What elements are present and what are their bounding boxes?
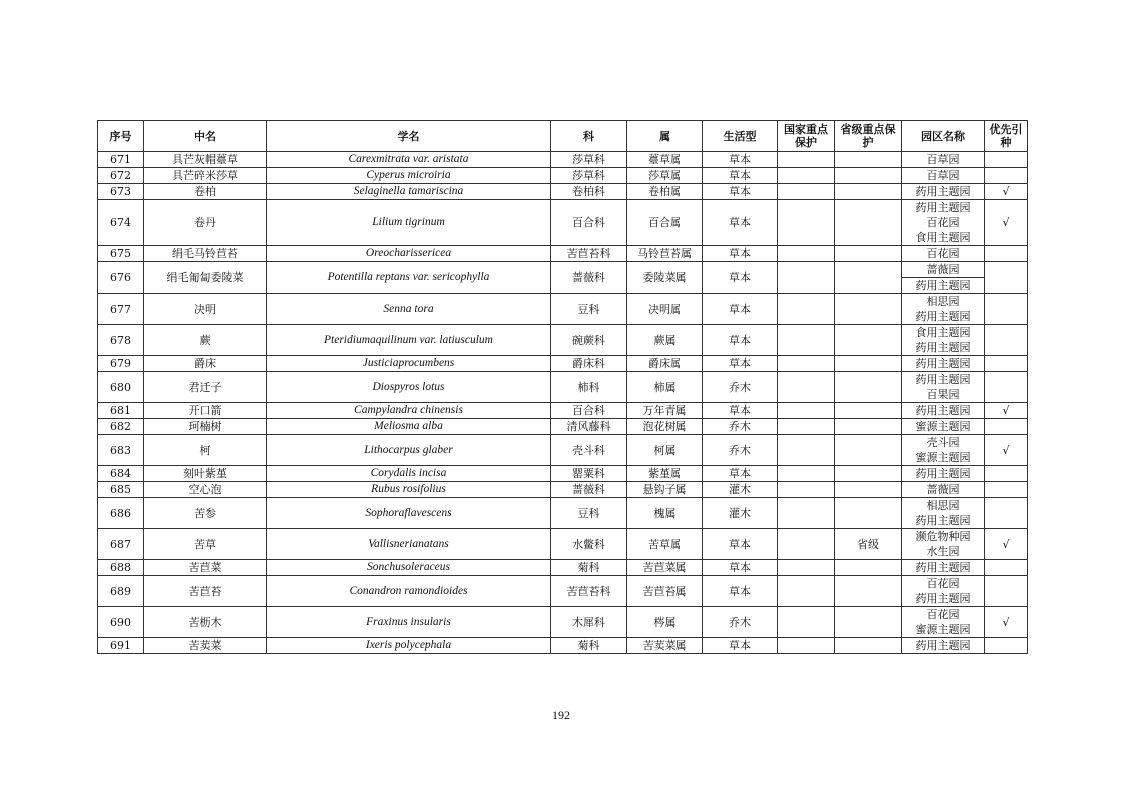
- table-row: [98, 152, 1028, 168]
- garden-name: 药用主题园: [915, 201, 971, 214]
- garden-name: 药用主题园: [915, 357, 971, 370]
- cell-cn-name: 具芒灰帽薹草: [144, 152, 267, 168]
- table-body: [98, 152, 1028, 654]
- cell-life-form: 草本: [703, 529, 778, 560]
- cell-priority: [985, 372, 1028, 403]
- cell-genus: 薹草属: [627, 152, 703, 168]
- cell-provincial-protection: [835, 356, 902, 372]
- cell-life-form: 草本: [703, 168, 778, 184]
- cell-sci-name: Senna tora: [267, 294, 551, 325]
- cell-life-form: 灌木: [703, 498, 778, 529]
- table-row: [98, 498, 1028, 529]
- cell-family: 苦苣苔科: [551, 246, 627, 262]
- cell-cn-name: 珂楠树: [144, 419, 267, 435]
- cell-sci-name: Campylandra chinensis: [267, 403, 551, 419]
- cell-national-protection: [778, 560, 835, 576]
- garden-name: 药用主题园: [915, 467, 971, 480]
- cell-genus: 百合属: [627, 200, 703, 246]
- cell-sci-name: Corydalis incisa: [267, 466, 551, 482]
- garden-name: 濒危物种园: [915, 530, 971, 543]
- garden-name: 百草园: [926, 153, 960, 166]
- garden-name: 蜜源主题园: [915, 623, 971, 636]
- cell-seq: 677: [98, 294, 144, 325]
- cell-provincial-protection: [835, 576, 902, 607]
- cell-seq: 678: [98, 325, 144, 356]
- cell-cn-name: 刻叶紫堇: [144, 466, 267, 482]
- cell-family: 柿科: [551, 372, 627, 403]
- cell-sci-name: Meliosma alba: [267, 419, 551, 435]
- cell-genus: 柿属: [627, 372, 703, 403]
- cell-provincial-protection: [835, 200, 902, 246]
- cell-life-form: 草本: [703, 184, 778, 200]
- table-header-row: [98, 121, 1028, 152]
- cell-national-protection: [778, 325, 835, 356]
- cell-family: 蔷薇科: [551, 482, 627, 498]
- cell-seq: 682: [98, 419, 144, 435]
- cell-sci-name: Oreocharissericea: [267, 246, 551, 262]
- cell-seq: 685: [98, 482, 144, 498]
- cell-garden: [902, 184, 985, 200]
- cell-national-protection: [778, 200, 835, 246]
- cell-sci-name: Diospyros lotus: [267, 372, 551, 403]
- cell-sci-name: Sophoraflavescens: [267, 498, 551, 529]
- table-row: [98, 262, 1028, 278]
- cell-garden: [902, 403, 985, 419]
- cell-family: 爵床科: [551, 356, 627, 372]
- cell-genus: 蕨属: [627, 325, 703, 356]
- cell-seq: 671: [98, 152, 144, 168]
- table-row: [98, 576, 1028, 607]
- garden-name: 药用主题园: [915, 639, 971, 652]
- cell-cn-name: 卷丹: [144, 200, 267, 246]
- cell-cn-name: 苦草: [144, 529, 267, 560]
- garden-name: 药用主题园: [915, 310, 971, 323]
- cell-national-protection: [778, 168, 835, 184]
- cell-family: 豆科: [551, 498, 627, 529]
- cell-provincial-protection: [835, 435, 902, 466]
- cell-national-protection: [778, 529, 835, 560]
- cell-provincial-protection: [835, 262, 902, 294]
- header-genus: 属: [627, 121, 703, 152]
- garden-name: 百果园: [926, 388, 960, 401]
- garden-name: 药用主题园: [915, 185, 971, 198]
- header-family: 科: [551, 121, 627, 152]
- cell-provincial-protection: [835, 152, 902, 168]
- cell-national-protection: [778, 356, 835, 372]
- table-row: [98, 529, 1028, 560]
- cell-provincial-protection: [835, 168, 902, 184]
- cell-genus: 马铃苣苔属: [627, 246, 703, 262]
- cell-sci-name: Fraxinus insularis: [267, 607, 551, 638]
- cell-garden: [902, 498, 985, 529]
- species-table: [97, 120, 1028, 654]
- cell-garden: [902, 372, 985, 403]
- cell-life-form: 草本: [703, 294, 778, 325]
- cell-provincial-protection: [835, 560, 902, 576]
- cell-seq: 687: [98, 529, 144, 560]
- cell-provincial-protection: [835, 294, 902, 325]
- cell-garden: [902, 560, 985, 576]
- garden-name: 食用主题园: [915, 231, 971, 244]
- cell-national-protection: [778, 294, 835, 325]
- table-row: [98, 638, 1028, 654]
- cell-life-form: 草本: [703, 560, 778, 576]
- cell-priority: [985, 466, 1028, 482]
- table-row: [98, 168, 1028, 184]
- table-row: [98, 607, 1028, 638]
- cell-genus: 苦苣苔属: [627, 576, 703, 607]
- cell-life-form: 草本: [703, 356, 778, 372]
- cell-genus: 梣属: [627, 607, 703, 638]
- cell-provincial-protection: [835, 372, 902, 403]
- cell-family: 罂粟科: [551, 466, 627, 482]
- header-priority: 优先引种: [985, 121, 1028, 152]
- cell-garden: [902, 294, 985, 325]
- page-number: 192: [552, 708, 570, 722]
- cell-sci-name: Sonchusoleraceus: [267, 560, 551, 576]
- cell-garden: [902, 168, 985, 184]
- species-table-container: [97, 120, 1027, 654]
- cell-cn-name: 苦苣菜: [144, 560, 267, 576]
- cell-priority: √: [985, 607, 1028, 638]
- header-cn-name: 中名: [144, 121, 267, 152]
- cell-provincial-protection: 省级: [835, 529, 902, 560]
- table-row: [98, 435, 1028, 466]
- header-sci-name: 学名: [267, 121, 551, 152]
- garden-name: 百花园: [926, 608, 960, 621]
- table-row: [98, 200, 1028, 246]
- cell-family: 百合科: [551, 403, 627, 419]
- cell-sci-name: Conandron ramondioides: [267, 576, 551, 607]
- cell-sci-name: Cyperus microiria: [267, 168, 551, 184]
- cell-life-form: 草本: [703, 466, 778, 482]
- cell-life-form: 乔木: [703, 419, 778, 435]
- cell-seq: 686: [98, 498, 144, 529]
- cell-seq: 690: [98, 607, 144, 638]
- cell-genus: 紫堇属: [627, 466, 703, 482]
- cell-garden: 药用主题园: [902, 278, 985, 294]
- header-seq: 序号: [98, 121, 144, 152]
- cell-cn-name: 苦苣苔: [144, 576, 267, 607]
- cell-sci-name: Potentilla reptans var. sericophylla: [267, 262, 551, 294]
- cell-national-protection: [778, 638, 835, 654]
- cell-life-form: 草本: [703, 246, 778, 262]
- table-row: [98, 294, 1028, 325]
- cell-garden: [902, 246, 985, 262]
- cell-genus: 苦草属: [627, 529, 703, 560]
- cell-sci-name: Rubus rosifolius: [267, 482, 551, 498]
- cell-provincial-protection: [835, 638, 902, 654]
- cell-national-protection: [778, 403, 835, 419]
- cell-life-form: 草本: [703, 576, 778, 607]
- cell-cn-name: 苦参: [144, 498, 267, 529]
- cell-life-form: 草本: [703, 262, 778, 294]
- cell-sci-name: Vallisnerianatans: [267, 529, 551, 560]
- cell-family: 百合科: [551, 200, 627, 246]
- cell-family: 莎草科: [551, 168, 627, 184]
- cell-cn-name: 绢毛匍匐委陵菜: [144, 262, 267, 294]
- garden-name: 百花园: [926, 577, 960, 590]
- cell-national-protection: [778, 372, 835, 403]
- cell-national-protection: [778, 419, 835, 435]
- cell-seq: 674: [98, 200, 144, 246]
- cell-life-form: 草本: [703, 638, 778, 654]
- table-row: [98, 419, 1028, 435]
- cell-national-protection: [778, 262, 835, 294]
- cell-provincial-protection: [835, 184, 902, 200]
- header-national-protection: 国家重点保护: [778, 121, 835, 152]
- cell-family: 水鳖科: [551, 529, 627, 560]
- cell-cn-name: 决明: [144, 294, 267, 325]
- cell-cn-name: 具芒碎米莎草: [144, 168, 267, 184]
- cell-genus: 爵床属: [627, 356, 703, 372]
- header-provincial-protection: 省级重点保护: [835, 121, 902, 152]
- cell-priority: √: [985, 435, 1028, 466]
- cell-cn-name: 蕨: [144, 325, 267, 356]
- cell-seq: 673: [98, 184, 144, 200]
- cell-garden: [902, 419, 985, 435]
- table-row: [98, 560, 1028, 576]
- cell-national-protection: [778, 466, 835, 482]
- cell-national-protection: [778, 246, 835, 262]
- cell-genus: 悬钩子属: [627, 482, 703, 498]
- garden-name: 药用主题园: [915, 561, 971, 574]
- garden-name: 药用主题园: [915, 404, 971, 417]
- cell-cn-name: 空心泡: [144, 482, 267, 498]
- cell-garden: [902, 466, 985, 482]
- cell-cn-name: 爵床: [144, 356, 267, 372]
- garden-name: 相思园: [926, 295, 960, 308]
- cell-sci-name: Pteridiumaquilinum var. latiusculum: [267, 325, 551, 356]
- cell-cn-name: 苦荬菜: [144, 638, 267, 654]
- cell-genus: 柯属: [627, 435, 703, 466]
- cell-national-protection: [778, 576, 835, 607]
- cell-family: 碗蕨科: [551, 325, 627, 356]
- cell-sci-name: Carexmitrata var. aristata: [267, 152, 551, 168]
- cell-seq: 688: [98, 560, 144, 576]
- cell-national-protection: [778, 607, 835, 638]
- cell-life-form: 草本: [703, 200, 778, 246]
- cell-sci-name: Selaginella tamariscina: [267, 184, 551, 200]
- cell-priority: [985, 294, 1028, 325]
- cell-genus: 万年青属: [627, 403, 703, 419]
- cell-garden: [902, 325, 985, 356]
- cell-national-protection: [778, 498, 835, 529]
- cell-priority: [985, 498, 1028, 529]
- cell-seq: 676: [98, 262, 144, 294]
- cell-priority: [985, 325, 1028, 356]
- table-row: [98, 325, 1028, 356]
- cell-cn-name: 开口箭: [144, 403, 267, 419]
- garden-name: 药用主题园: [915, 341, 971, 354]
- cell-genus: 苦荬菜属: [627, 638, 703, 654]
- cell-priority: [985, 482, 1028, 498]
- garden-name: 食用主题园: [915, 326, 971, 339]
- table-row: [98, 184, 1028, 200]
- cell-provincial-protection: [835, 325, 902, 356]
- table-row: [98, 482, 1028, 498]
- cell-garden: [902, 638, 985, 654]
- cell-sci-name: Lilium tigrinum: [267, 200, 551, 246]
- cell-cn-name: 绢毛马铃苣苔: [144, 246, 267, 262]
- cell-provincial-protection: [835, 498, 902, 529]
- cell-provincial-protection: [835, 466, 902, 482]
- cell-family: 清风藤科: [551, 419, 627, 435]
- table-row: [98, 246, 1028, 262]
- cell-priority: [985, 560, 1028, 576]
- cell-priority: √: [985, 184, 1028, 200]
- cell-provincial-protection: [835, 403, 902, 419]
- table-row: [98, 466, 1028, 482]
- cell-garden: [902, 152, 985, 168]
- garden-name: 蜜源主题园: [915, 451, 971, 464]
- cell-garden: 蔷薇园: [902, 262, 985, 278]
- cell-priority: [985, 356, 1028, 372]
- cell-seq: 684: [98, 466, 144, 482]
- cell-life-form: 草本: [703, 403, 778, 419]
- cell-priority: [985, 638, 1028, 654]
- garden-name: 百草园: [926, 169, 960, 182]
- cell-provincial-protection: [835, 482, 902, 498]
- garden-name: 蜜源主题园: [915, 420, 971, 433]
- cell-garden: [902, 576, 985, 607]
- cell-life-form: 乔木: [703, 372, 778, 403]
- cell-national-protection: [778, 152, 835, 168]
- cell-genus: 莎草属: [627, 168, 703, 184]
- cell-priority: [985, 152, 1028, 168]
- cell-seq: 681: [98, 403, 144, 419]
- cell-family: 苦苣苔科: [551, 576, 627, 607]
- cell-priority: [985, 262, 1028, 294]
- cell-priority: √: [985, 403, 1028, 419]
- cell-genus: 槐属: [627, 498, 703, 529]
- cell-priority: [985, 246, 1028, 262]
- cell-cn-name: 苦枥木: [144, 607, 267, 638]
- garden-name: 百花园: [926, 247, 960, 260]
- cell-national-protection: [778, 435, 835, 466]
- garden-name: 蔷薇园: [926, 483, 960, 496]
- cell-seq: 680: [98, 372, 144, 403]
- cell-provincial-protection: [835, 246, 902, 262]
- cell-life-form: 草本: [703, 152, 778, 168]
- cell-family: 菊科: [551, 560, 627, 576]
- cell-cn-name: 柯: [144, 435, 267, 466]
- cell-national-protection: [778, 184, 835, 200]
- cell-garden: [902, 200, 985, 246]
- cell-life-form: 草本: [703, 325, 778, 356]
- cell-genus: 决明属: [627, 294, 703, 325]
- cell-garden: [902, 529, 985, 560]
- cell-priority: [985, 168, 1028, 184]
- table-row: [98, 372, 1028, 403]
- header-garden: 园区名称: [902, 121, 985, 152]
- cell-family: 木犀科: [551, 607, 627, 638]
- cell-sci-name: Ixeris polycephala: [267, 638, 551, 654]
- cell-priority: [985, 576, 1028, 607]
- cell-seq: 679: [98, 356, 144, 372]
- cell-family: 莎草科: [551, 152, 627, 168]
- cell-garden: [902, 482, 985, 498]
- cell-provincial-protection: [835, 607, 902, 638]
- cell-genus: 泡花树属: [627, 419, 703, 435]
- cell-garden: [902, 435, 985, 466]
- cell-sci-name: Lithocarpus glaber: [267, 435, 551, 466]
- table-row: [98, 403, 1028, 419]
- cell-seq: 672: [98, 168, 144, 184]
- cell-cn-name: 卷柏: [144, 184, 267, 200]
- cell-family: 豆科: [551, 294, 627, 325]
- garden-name: 壳斗园: [926, 436, 960, 449]
- cell-life-form: 乔木: [703, 607, 778, 638]
- cell-seq: 689: [98, 576, 144, 607]
- cell-family: 壳斗科: [551, 435, 627, 466]
- cell-provincial-protection: [835, 419, 902, 435]
- cell-genus: 苦苣菜属: [627, 560, 703, 576]
- cell-genus: 委陵菜属: [627, 262, 703, 294]
- cell-seq: 683: [98, 435, 144, 466]
- cell-garden: [902, 607, 985, 638]
- cell-seq: 675: [98, 246, 144, 262]
- cell-priority: √: [985, 529, 1028, 560]
- garden-name: 相思园: [926, 499, 960, 512]
- garden-name: 药用主题园: [915, 592, 971, 605]
- garden-name: 百花园: [926, 216, 960, 229]
- cell-garden: [902, 356, 985, 372]
- cell-cn-name: 君迁子: [144, 372, 267, 403]
- header-life-form: 生活型: [703, 121, 778, 152]
- garden-name: 药用主题园: [915, 373, 971, 386]
- cell-priority: [985, 419, 1028, 435]
- garden-name: 药用主题园: [915, 514, 971, 527]
- cell-life-form: 灌木: [703, 482, 778, 498]
- table-row: [98, 356, 1028, 372]
- cell-seq: 691: [98, 638, 144, 654]
- cell-family: 卷柏科: [551, 184, 627, 200]
- cell-life-form: 乔木: [703, 435, 778, 466]
- garden-name: 水生园: [926, 545, 960, 558]
- cell-family: 菊科: [551, 638, 627, 654]
- cell-national-protection: [778, 482, 835, 498]
- cell-genus: 卷柏属: [627, 184, 703, 200]
- cell-sci-name: Justiciaprocumbens: [267, 356, 551, 372]
- cell-priority: √: [985, 200, 1028, 246]
- cell-family: 蔷薇科: [551, 262, 627, 294]
